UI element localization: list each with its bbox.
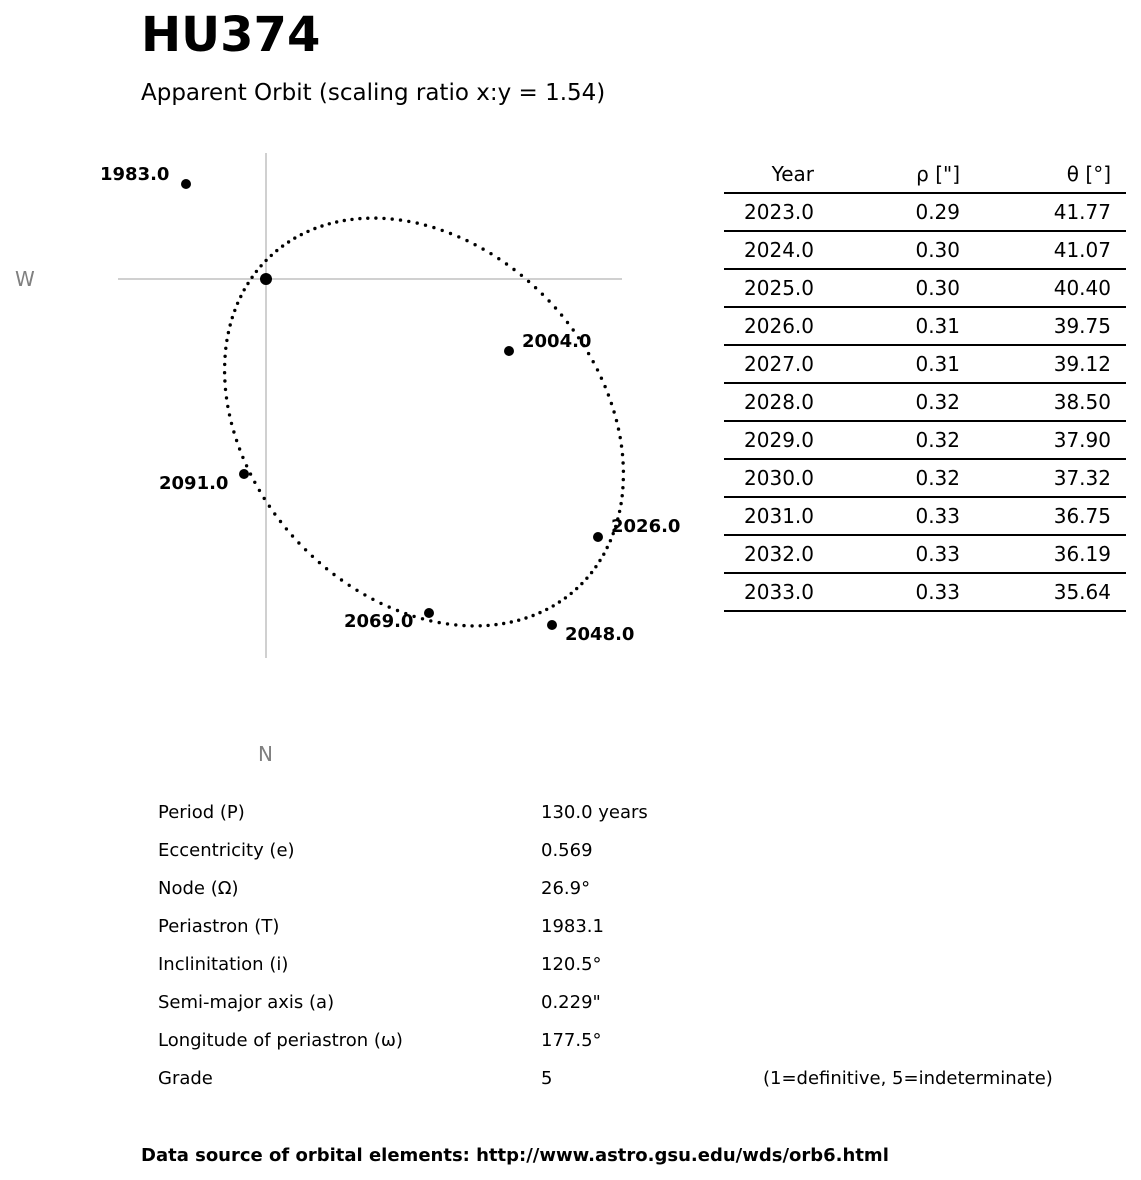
orbit-dot [615,419,618,422]
element-label-node: Node (Ω) [158,878,239,899]
orbit-dot [619,436,622,439]
table-row [724,231,1126,269]
table-row [724,497,1126,535]
orbit-dot [489,252,492,255]
primary-star-marker [260,273,272,285]
orbit-dot [585,577,588,580]
chart-subtitle: Apparent Orbit (scaling ratio x:y = 1.54) [141,80,606,106]
orbit-dot [600,377,603,380]
orbit-dot [379,602,382,605]
orbit-dot [246,282,249,285]
orbit-dot [268,505,271,508]
orbit-dot [502,622,505,625]
epoch-marker [424,608,434,618]
orbit-dot [374,216,377,219]
cell-rho: 0.29 [814,193,960,231]
orbit-dot [512,268,515,271]
element-value-inclination: 120.5° [541,954,602,975]
orbit-dot [259,264,262,267]
element-value-semi-major-axis: 0.229" [541,992,601,1013]
table-header-row [724,156,1126,193]
orbit-dot [224,347,227,350]
element-label-grade: Grade [158,1068,213,1089]
orbit-dot [241,456,244,459]
orbit-dot [538,611,541,614]
orbit-dot [230,422,233,425]
orbit-dot [554,306,557,309]
orbit-dot [619,502,622,505]
orbit-dot [617,427,620,430]
epoch-marker [181,179,191,189]
orbit-dot [531,614,534,617]
orbit-dot [225,396,228,399]
orbit-dot [371,598,374,601]
orbit-dot [547,299,550,302]
orbit-dot [366,217,369,220]
orbit-dot [407,220,410,223]
table-row [724,193,1126,231]
orbit-dot [606,546,609,549]
orbit-dot [621,494,624,497]
element-label-semi-major-axis: Semi-major axis (a) [158,992,335,1013]
orbit-dot [391,217,394,220]
orbit-dot [618,510,621,513]
element-value-longitude-periastron: 177.5° [541,1030,602,1051]
orbit-dot [470,624,473,627]
cell-year: 2028.0 [724,383,814,421]
orbit-dot [287,240,290,243]
cell-theta: 38.50 [960,383,1126,421]
orbit-dot [311,555,314,558]
orbit-dot [224,388,227,391]
cell-year: 2030.0 [724,459,814,497]
orbit-dot [363,593,366,596]
orbit-dot [481,247,484,250]
table-row [724,459,1126,497]
orbit-dot [570,592,573,595]
orbit-dot [285,527,288,530]
orbit-dot [520,274,523,277]
orbit-dot [534,286,537,289]
orbit-dot [304,548,307,551]
data-source-note: Data source of orbital elements: http://www.astro.gsu.edu/wds/orb6.html [141,1145,889,1166]
orbit-dot [462,624,465,627]
orbit-dot [223,379,226,382]
orbit-dot [231,316,234,319]
orbit-dot [473,243,476,246]
orbit-dot [233,309,236,312]
ephemeris-table [724,156,1126,612]
orbit-dot [245,464,248,467]
orbit-dot [273,512,276,515]
cell-rho: 0.33 [814,497,960,535]
orbit-dot [320,224,323,227]
orbit-dot [465,239,468,242]
epoch-label: 2091.0 [159,473,229,494]
orbit-dot [348,584,351,587]
table-row [724,421,1126,459]
orbit-dot [622,470,625,473]
orbit-dot [602,553,605,556]
orbit-dot [250,276,253,279]
orbit-dot [598,559,601,562]
orbit-dot [494,623,497,626]
cell-rho: 0.32 [814,459,960,497]
orbit-dot [497,257,500,260]
orbit-dot [454,623,457,626]
orbit-dot [382,217,385,220]
orbit-dot [227,331,230,334]
epoch-markers [100,164,680,645]
orbit-dot [328,222,331,225]
grade-note: (1=definitive, 5=indeterminate) [763,1068,1053,1089]
orbit-path [223,216,625,627]
epoch-marker [239,469,249,479]
orbit-dot [229,323,232,326]
orbit-dot [457,235,460,238]
orbit-dot [249,472,252,475]
cell-rho: 0.33 [814,573,960,611]
orbit-dot [524,616,527,619]
orbit-dot [239,295,242,298]
table-row [724,345,1126,383]
orbit-dot [594,565,597,568]
orbit-dot [416,221,419,224]
orbit-dot [306,230,309,233]
orbit-dot [527,280,530,283]
column-header-rho: ρ ["] [814,156,960,193]
orbit-dot [621,486,624,489]
orbit-dot [313,227,316,230]
epoch-marker [547,620,557,630]
orbit-dot [566,321,569,324]
cell-theta: 39.12 [960,345,1126,383]
table-row [724,307,1126,345]
orbit-dot [441,229,444,232]
cell-year: 2029.0 [724,421,814,459]
orbit-dot [355,589,358,592]
cell-rho: 0.31 [814,345,960,383]
epoch-marker [504,346,514,356]
orbit-dot [622,478,625,481]
orbit-dot [517,619,520,622]
orbit-dot [293,236,296,239]
cell-theta: 41.07 [960,231,1126,269]
cell-theta: 39.75 [960,307,1126,345]
cell-year: 2033.0 [724,573,814,611]
element-label-eccentricity: Eccentricity (e) [158,840,295,861]
orbit-dot [223,363,226,366]
orbit-dot [236,302,239,305]
orbit-dot [575,587,578,590]
epoch-label: 2004.0 [522,331,592,352]
orbit-dot [438,621,441,624]
cell-theta: 36.19 [960,535,1126,573]
cell-theta: 35.64 [960,573,1126,611]
orbit-dot [350,218,353,221]
table-row [724,383,1126,421]
orbit-dot [232,430,235,433]
orbit-dot [603,385,606,388]
orbit-dot [332,573,335,576]
orbit-dot [263,497,266,500]
orbit-dot [258,489,261,492]
orbit-dot [340,578,343,581]
orbit-dot [291,534,294,537]
orbit-dot [399,218,402,221]
cell-rho: 0.30 [814,269,960,307]
epoch-label: 1983.0 [100,164,170,185]
orbit-dot [510,620,513,623]
orbit-dot [432,226,435,229]
cell-year: 2027.0 [724,345,814,383]
cell-theta: 40.40 [960,269,1126,307]
orbit-dot [580,582,583,585]
orbit-dot [620,444,623,447]
element-value-node: 26.9° [541,878,591,899]
orbit-dot [270,254,273,257]
epoch-label: 2026.0 [611,516,681,537]
orbit-dot [281,244,284,247]
orbit-dot [255,270,258,273]
compass-west: W [15,267,35,291]
cell-rho: 0.30 [814,231,960,269]
element-value-grade: 5 [541,1068,553,1089]
epoch-marker [593,532,603,542]
orbit-dot [343,219,346,222]
table-row [724,269,1126,307]
orbit-dot [335,220,338,223]
table-row [724,573,1126,611]
cell-theta: 36.75 [960,497,1126,535]
orbit-dot [318,561,321,564]
orbit-dot [564,596,567,599]
column-header-year: Year [724,156,814,193]
orbit-chart [0,0,700,780]
compass-north: N [258,742,273,766]
orbit-dot [479,624,482,627]
cell-rho: 0.32 [814,421,960,459]
orbit-dot [421,617,424,620]
orbit-dot [325,567,328,570]
orbit-dot [552,604,555,607]
orbit-dot [388,605,391,608]
orbit-dot [587,352,590,355]
orbit-dot [621,461,624,464]
orbit-dot [607,393,610,396]
orbit-dot [358,217,361,220]
cell-rho: 0.33 [814,535,960,573]
element-label-period: Period (P) [158,802,245,823]
epoch-label: 2048.0 [565,624,635,645]
cell-year: 2031.0 [724,497,814,535]
orbit-dot [449,232,452,235]
orbit-dot [264,259,267,262]
orbit-dot [297,541,300,544]
orbit-dot [429,619,432,622]
cell-theta: 37.90 [960,421,1126,459]
orbit-dot [300,233,303,236]
orbit-dot [279,520,282,523]
orbit-dot [560,313,563,316]
table-row [724,535,1126,573]
orbit-dot [486,624,489,627]
orbit-dot [545,608,548,611]
orbit-dot [610,402,613,405]
cell-year: 2026.0 [724,307,814,345]
page-title: HU374 [141,7,321,63]
orbit-dot [592,360,595,363]
element-value-eccentricity: 0.569 [541,840,593,861]
orbit-dot [226,405,229,408]
orbit-dot [225,339,228,342]
orbit-dot [253,481,256,484]
orbit-dot [223,355,226,358]
cell-year: 2023.0 [724,193,814,231]
orbit-dot [505,262,508,265]
orbit-dot [424,224,427,227]
orbit-dot [609,539,612,542]
orbit-dot [228,413,231,416]
orbit-dot [596,368,599,371]
cell-year: 2025.0 [724,269,814,307]
orbit-dot [612,410,615,413]
element-value-periastron: 1983.1 [541,916,604,937]
orbit-dot [243,288,246,291]
cell-theta: 37.32 [960,459,1126,497]
column-header-theta: θ [°] [960,156,1126,193]
orbit-dot [558,600,561,603]
cell-rho: 0.32 [814,383,960,421]
orbit-dot [275,249,278,252]
element-value-period: 130.0 years [541,802,648,823]
cell-year: 2032.0 [724,535,814,573]
element-label-periastron: Periastron (T) [158,916,280,937]
orbit-dot [223,371,226,374]
orbit-dot [446,622,449,625]
element-label-inclination: Inclinitation (i) [158,954,289,975]
epoch-label: 2069.0 [344,611,414,632]
element-label-longitude-periastron: Longitude of periastron (ω) [158,1030,403,1051]
cell-year: 2024.0 [724,231,814,269]
orbit-dot [590,571,593,574]
cell-theta: 41.77 [960,193,1126,231]
orbit-dot [238,447,241,450]
orbit-dot [235,439,238,442]
orbit-dot [621,453,624,456]
orbit-dot [541,293,544,296]
cell-rho: 0.31 [814,307,960,345]
